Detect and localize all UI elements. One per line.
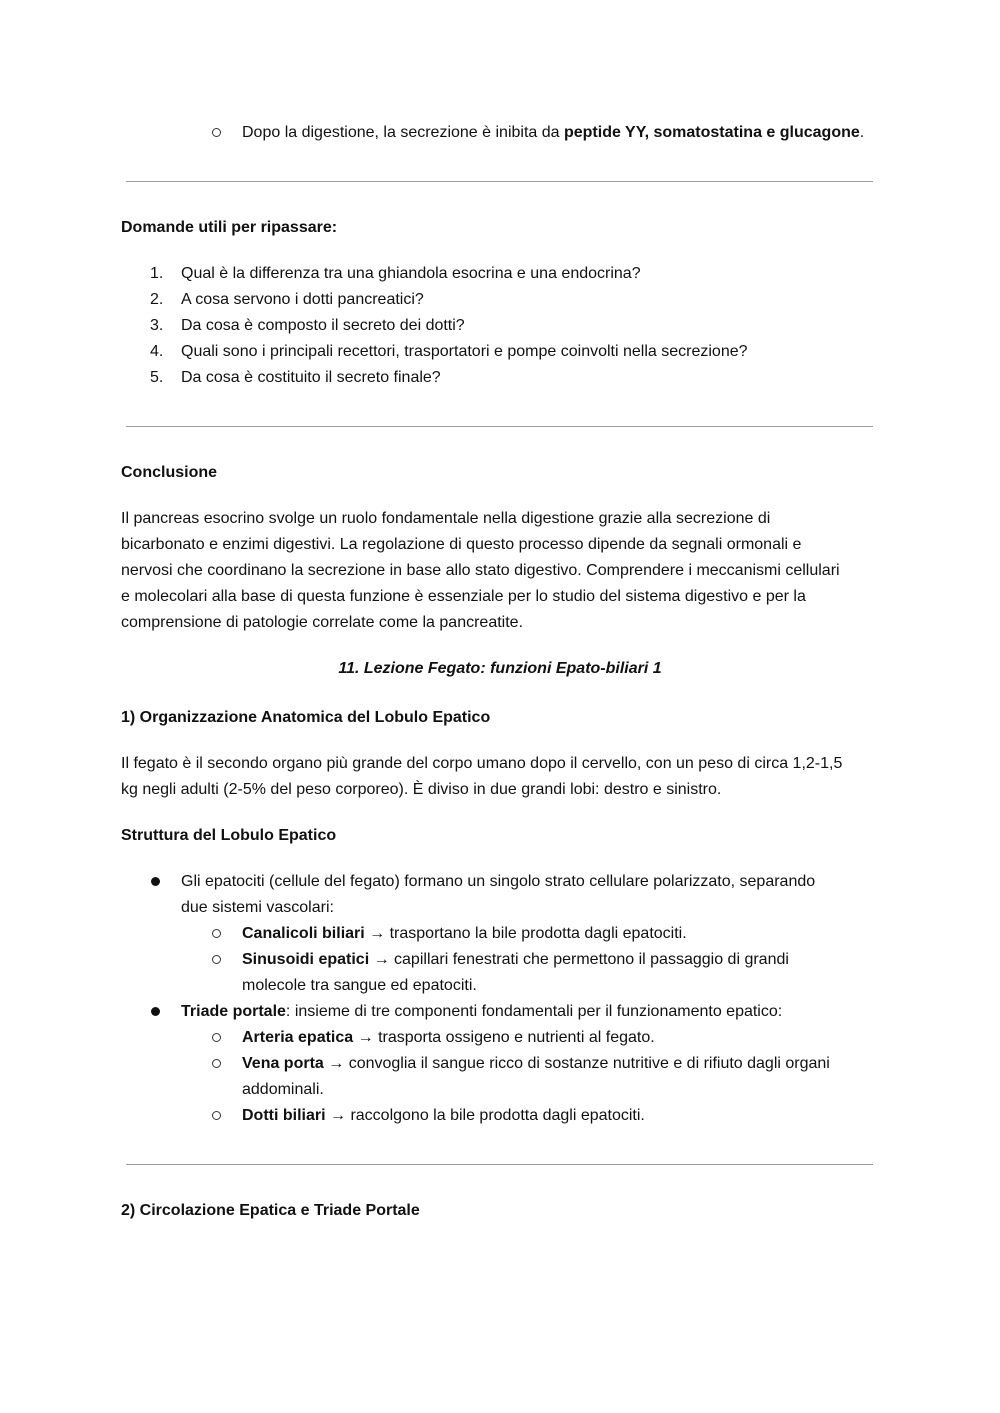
bullet-line: Triade portale: insieme di tre componenti fondamentali per il funzionamento epatico: [181,1003,783,1020]
hollow-bullet-icon [212,1111,221,1120]
paragraph-line: Il pancreas esocrino svolge un ruolo fondamentale nella digestione grazie alla secrezione di [121,510,771,527]
sub-bullet-line: Arteria epatica → trasporta ossigeno e nutrienti al fegato. [242,1029,655,1046]
bullet-line: Gli epatociti (cellule del fegato) formano un singolo strato cellulare polarizzato, separando [181,873,816,890]
sub-bullet-continuation: molecole tra sangue ed epatociti. [242,977,477,994]
paragraph-line: comprensione di patologie correlate come la pancreatite. [121,614,524,631]
list-item: Da cosa è composto il secreto dei dotti? [181,317,465,334]
hollow-bullet-icon [212,955,221,964]
list-number: 2. [150,291,164,308]
inhibition-item: Dopo la digestione, la secrezione è inibita da peptide YY, somatostatina e glucagone. [242,124,865,141]
subsection-heading: Struttura del Lobulo Epatico [121,827,337,844]
paragraph-line: Il fegato è il secondo organo più grande del corpo umano dopo il cervello, con un peso di circa 1,2-1,5 [121,755,843,772]
divider [126,426,873,427]
section-heading: 2) Circolazione Epatica e Triade Portale [121,1202,420,1219]
hollow-bullet-icon [212,1033,221,1042]
list-number: 3. [150,317,164,334]
hollow-bullet-icon [212,929,221,938]
paragraph-line: e molecolari alla base di questa funzione è essenziale per lo studio del sistema digestivo e per la [121,588,806,605]
sub-bullet-continuation: addominali. [242,1081,324,1098]
hollow-bullet-icon [212,1059,221,1068]
bullet-line: due sistemi vascolari: [181,899,334,916]
list-item: Qual è la differenza tra una ghiandola esocrina e una endocrina? [181,265,641,282]
list-number: 1. [150,265,164,282]
sub-bullet-line: Vena porta → convoglia il sangue ricco di sostanze nutritive e di rifiuto dagli organi [242,1055,830,1072]
list-number: 5. [150,369,164,386]
divider [126,181,873,182]
bullet-icon [151,1007,160,1016]
paragraph-line: kg negli adulti (2-5% del peso corporeo). È diviso in due grandi lobi: destro e sinistro. [121,781,722,798]
hollow-bullet-icon [212,128,221,137]
list-number: 4. [150,343,164,360]
sub-bullet-line: Dotti biliari → raccolgono la bile prodotta dagli epatociti. [242,1107,645,1124]
lesson-title: 11. Lezione Fegato: funzioni Epato-biliari 1 [338,660,662,677]
list-item: Quali sono i principali recettori, trasportatori e pompe coinvolti nella secrezione? [181,343,748,360]
sub-bullet-line: Sinusoidi epatici → capillari fenestrati che permettono il passaggio di grandi [242,951,789,968]
conclusion-heading: Conclusione [121,464,218,481]
review-heading: Domande utili per ripassare: [121,219,338,236]
paragraph-line: nervosi che coordinano la secrezione in base allo stato digestivo. Comprendere i meccanismi cellulari [121,562,840,579]
sub-bullet-line: Canalicoli biliari → trasportano la bile prodotta dagli epatociti. [242,925,687,942]
divider [126,1164,873,1165]
section-heading: 1) Organizzazione Anatomica del Lobulo Epatico [121,709,491,726]
list-item: A cosa servono i dotti pancreatici? [181,291,424,308]
list-item: Da cosa è costituito il secreto finale? [181,369,441,386]
bullet-icon [151,877,160,886]
paragraph-line: bicarbonato e enzimi digestivi. La regolazione di questo processo dipende da segnali ormonali e [121,536,802,553]
